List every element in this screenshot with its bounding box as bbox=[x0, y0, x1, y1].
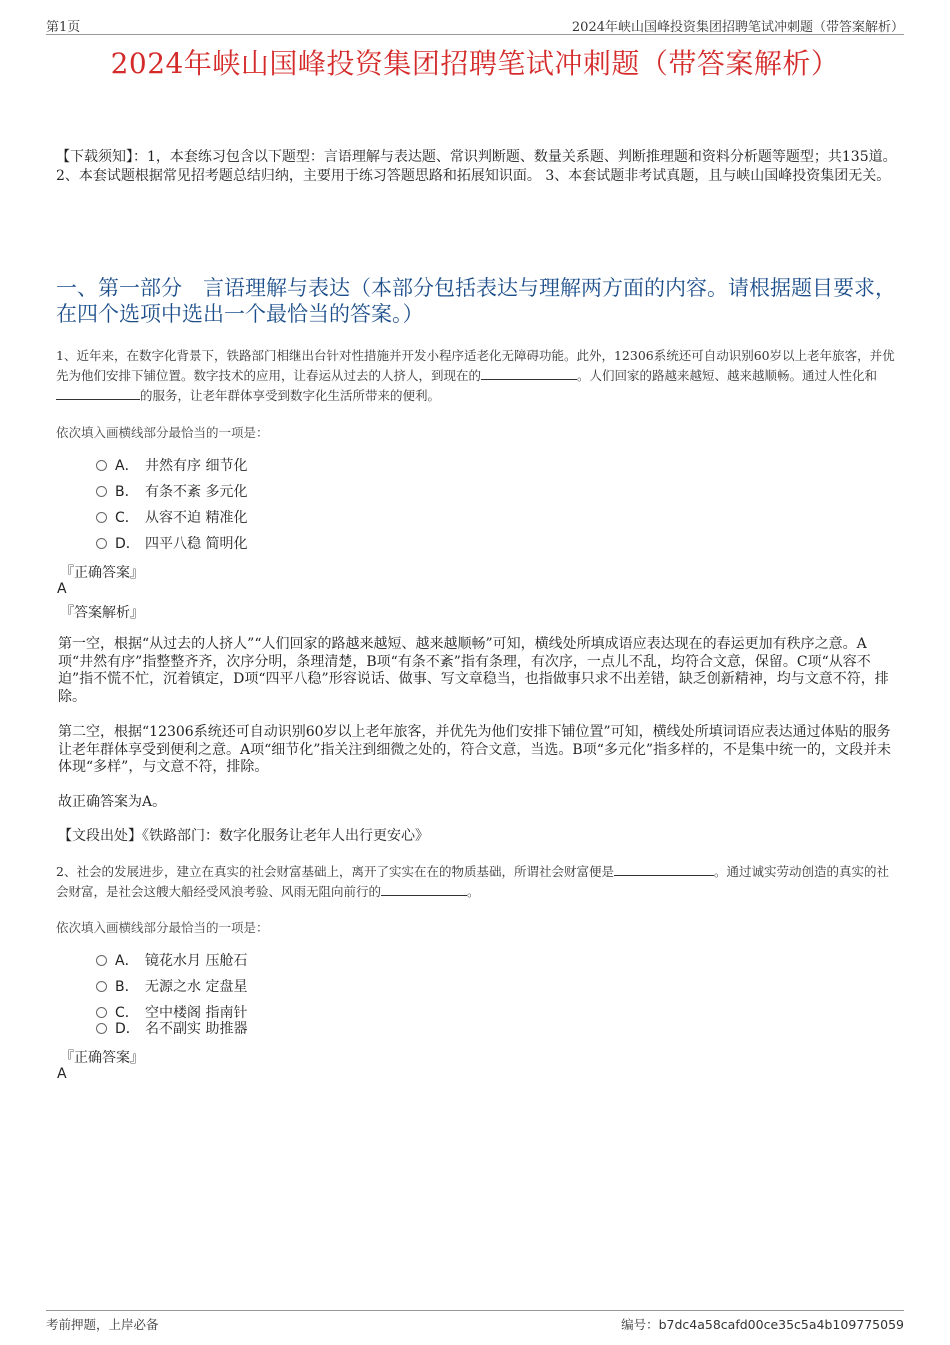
page-header bbox=[46, 14, 904, 35]
radio-icon[interactable] bbox=[96, 1007, 107, 1018]
fill-blank bbox=[381, 882, 467, 896]
radio-icon[interactable] bbox=[96, 486, 107, 497]
page-footer bbox=[46, 1310, 904, 1335]
q2-answer: A bbox=[57, 1066, 67, 1082]
fill-blank bbox=[614, 862, 714, 876]
q1-option-c[interactable]: C． 从容不迫 精准化 bbox=[96, 508, 247, 528]
q1-option-d[interactable]: D． 四平八稳 简明化 bbox=[96, 534, 247, 554]
q2-option-d[interactable]: D． 名不副实 助推器 bbox=[96, 1019, 247, 1039]
section-heading: 一、第一部分 言语理解与表达（本部分包括表达与理解两方面的内容。请根据题目要求，在四个选项中选出一个最恰当的答案。） bbox=[56, 276, 896, 326]
footer-slogan: 考前押题，上岸必备 bbox=[46, 1317, 159, 1332]
radio-icon[interactable] bbox=[96, 1023, 107, 1034]
header-doc-title: 2024年峡山国峰投资集团招聘笔试冲刺题（带答案解析） bbox=[571, 20, 904, 35]
radio-icon[interactable] bbox=[96, 955, 107, 966]
q1-conclusion: 故正确答案为A。 bbox=[58, 794, 167, 810]
q1-option-b[interactable]: B． 有条不紊 多元化 bbox=[96, 482, 247, 502]
footer-doc-id: 编号：b7dc4a58cafd00ce35c5a4b109775059 bbox=[621, 1317, 904, 1332]
question-1-text: 1、近年来，在数字化背景下，铁路部门相继出台针对性措施并开发小程序适老化无障碍功能。此外，12306系统还可自动识别60岁以上老年旅客，并优先为他们安排下铺位置。数字技术的应用，让春运从过去的人挤人，到现在的 。人们回家的路越来越短、越来越顺畅。通过人性化和的服务，让老年群体享受到数字化生活所带来的便利。 bbox=[56, 348, 895, 403]
page-number: 第1页 bbox=[46, 20, 81, 35]
radio-icon[interactable] bbox=[96, 460, 107, 471]
question-1-prompt: 依次填入画横线部分最恰当的一项是： bbox=[56, 425, 269, 440]
q1-analysis-paragraph-1: 第一空，根据“从过去的人挤人”“人们回家的路越来越短、越来越顺畅”可知，横线处所填成语应表达现在的春运更加有秩序之意。A项“井然有序”指整整齐齐，次序分明，条理清楚，B项“有条不紊”指有条理，有次序，一点儿不乱，均符合文意，保留。C项“从容不迫”指不慌不忙，沉着镇定，D项“四平八稳”形容说话、做事、写文章稳当，也指做事只求不出差错，缺乏创新精神，均与文意不符，排除。 bbox=[58, 636, 889, 705]
page-title: 2024年峡山国峰投资集团招聘笔试冲刺题（带答案解析） bbox=[110, 47, 840, 80]
q2-correct-answer-label: 『正确答案』 bbox=[60, 1050, 144, 1066]
fill-blank bbox=[481, 366, 577, 380]
question-2-prompt: 依次填入画横线部分最恰当的一项是： bbox=[56, 920, 269, 935]
q2-option-c[interactable]: C． 空中楼阁 指南针 bbox=[96, 1003, 247, 1023]
q1-answer: A bbox=[57, 581, 67, 597]
q1-analysis-label: 『答案解析』 bbox=[60, 605, 144, 621]
q1-option-a[interactable]: A． 井然有序 细节化 bbox=[96, 456, 247, 476]
download-notice: 【下载须知】：1，本套练习包含以下题型：言语理解与表达题、常识判断题、数量关系题、判断推理题和资料分析题等题型；共135道。 2、本套试题根据常见招考题总结归纳，主要用于练习答题思路和拓展知识面。 3、本套试题非考试真题，且与峡山国峰投资集团无关。 bbox=[56, 149, 897, 184]
radio-icon[interactable] bbox=[96, 538, 107, 549]
q2-option-a[interactable]: A． 镜花水月 压舱石 bbox=[96, 951, 247, 971]
q1-correct-answer-label: 『正确答案』 bbox=[60, 565, 144, 581]
radio-icon[interactable] bbox=[96, 981, 107, 992]
question-2-text: 2、社会的发展进步，建立在真实的社会财富基础上，离开了实实在在的物质基础，所谓社会财富便是 。通过诚实劳动创造的真实的社会财富，是社会这艘大船经受风浪考验、风雨无阻向前行的 。 bbox=[56, 864, 889, 899]
radio-icon[interactable] bbox=[96, 512, 107, 523]
fill-blank bbox=[56, 386, 140, 400]
q1-analysis-paragraph-2: 第二空，根据“12306系统还可自动识别60岁以上老年旅客，并优先为他们安排下铺位置”可知，横线处所填词语应表达通过体贴的服务让老年群体享受到便利之意。A项“细节化”指关注到细微之处的，符合文意，当选。B项“多元化”指多样的，不是集中统一的，文段并未体现“多样”，与文意不符，排除。 bbox=[58, 724, 892, 775]
q2-option-b[interactable]: B． 无源之水 定盘星 bbox=[96, 977, 247, 997]
q1-source: 【文段出处】《铁路部门：数字化服务让老年人出行更安心》 bbox=[58, 828, 429, 844]
